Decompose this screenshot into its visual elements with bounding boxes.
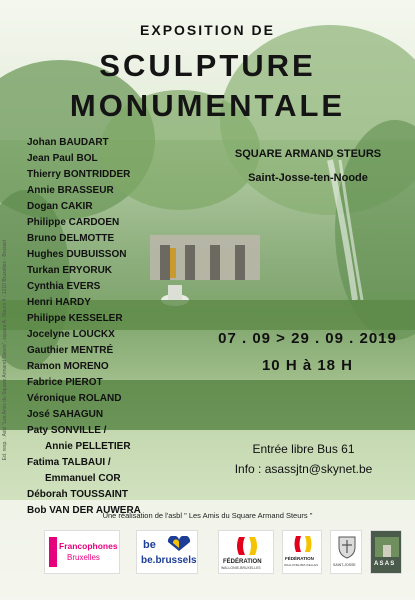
sponsor-logos	[38, 530, 395, 580]
entry-info: Entrée libre Bus 61	[252, 442, 355, 456]
artist-name: Henri HARDY	[27, 297, 91, 308]
brussels-label: be.brussels	[141, 555, 197, 566]
artist-name: Thierry BONTRIDDER	[27, 169, 131, 180]
artist-name: Bob VAN DER AUWERA	[27, 505, 141, 516]
crest-icon	[337, 535, 357, 559]
francophones-label: Francophones	[59, 541, 118, 551]
artist-name: Bruno DELMOTTE	[27, 233, 115, 244]
artist-name: Annie BRASSEUR	[27, 185, 114, 196]
saint-josse-logo	[330, 530, 362, 574]
exhibition-dates: 07 . 09 > 29 . 09 . 2019	[218, 330, 397, 347]
artist-name: Déborah TOUSSAINT	[27, 489, 128, 500]
be-label: be	[143, 539, 156, 551]
location-city: Saint-Josse-ten-Noode	[248, 172, 368, 184]
artist-name: Emmanuel COR	[45, 473, 121, 484]
publisher-note-text: Ed. resp. : Asbl "Les Amis du Square Armand Steurs", square A. Steurs 4 - 1210 Bruxelles - Brussel	[2, 240, 8, 461]
artist-name: Turkan ERYORUK	[27, 265, 113, 276]
publisher-note	[2, 240, 14, 600]
artist-name: Jean Paul BOL	[27, 153, 98, 164]
title-line-2: MONUMENTALE	[69, 88, 346, 123]
francophones-bar-icon	[49, 537, 57, 567]
artist-name: Paty SONVILLE /	[27, 425, 107, 436]
contact-info[interactable]: Info : asassjtn@skynet.be	[234, 462, 373, 476]
artist-name: Ramon MORENO	[27, 361, 109, 372]
commune-label: SAINT-JOSSE	[333, 563, 356, 567]
federation2-label: FÉDÉRATION	[285, 556, 314, 561]
artist-name: Philippe KESSELER	[27, 313, 123, 324]
asbl-label: A S A S	[374, 561, 395, 567]
federation-small-emblem-icon	[293, 535, 313, 553]
credit-line: Une réalisation de l'asbl " Les Amis du Square Armand Steurs "	[102, 511, 313, 520]
heart-icon	[165, 536, 193, 552]
artist-name: Véronique ROLAND	[27, 393, 122, 404]
federation-label: FÉDÉRATION	[223, 559, 262, 565]
federation2-sub-label: WALLONIE-BRUXELLES	[284, 563, 319, 567]
be-brussels-logo	[136, 530, 198, 574]
federation-sub-label: WALLONIE-BRUXELLES	[221, 566, 261, 570]
artist-name: Philippe CARDOEN	[27, 217, 120, 228]
federation-wallonie-bruxelles-logo	[218, 530, 274, 574]
artist-name: Fatima TALBAUI /	[27, 457, 111, 468]
artist-list	[27, 135, 212, 519]
location-place: SQUARE ARMAND STEURS	[234, 148, 382, 160]
artist-name: Gauthier MENTRÉ	[27, 345, 114, 356]
artist-name: Cynthia EVERS	[27, 281, 101, 292]
artist-name: Annie PELLETIER	[45, 441, 131, 452]
artist-name: Johan BAUDART	[27, 137, 109, 148]
federation-logo-small	[282, 530, 322, 574]
pre-title: EXPOSITION DE	[140, 22, 275, 38]
bruxelles-label: Bruxelles	[67, 553, 100, 562]
square-photo-icon	[375, 537, 399, 557]
artist-name: Jocelyne LOUCKX	[27, 329, 115, 340]
artist-name: José SAHAGUN	[27, 409, 104, 420]
artist-name: Hughes DUBUISSON	[27, 249, 127, 260]
artist-name: Fabrice PIEROT	[27, 377, 103, 388]
francophones-bruxelles-logo	[44, 530, 120, 574]
artist-name: Dogan CAKIR	[27, 201, 93, 212]
opening-hours: 10 H à 18 H	[261, 357, 354, 374]
federation-emblem-icon	[235, 535, 259, 557]
title-line-1: SCULPTURE	[99, 48, 316, 83]
asas-logo	[370, 530, 402, 574]
